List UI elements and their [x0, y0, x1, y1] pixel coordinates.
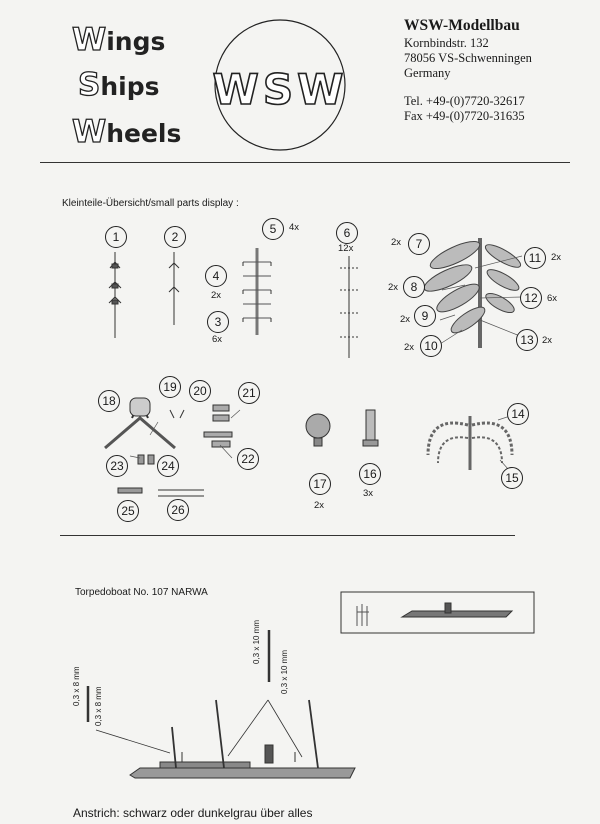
part-number: 22 — [237, 448, 259, 470]
part-number: 25 — [117, 500, 139, 522]
logo-rest: hips — [100, 72, 160, 101]
leader-lines — [130, 256, 522, 470]
part-1-drawing — [109, 252, 121, 338]
part-number: 19 — [159, 376, 181, 398]
part-17-drawing — [306, 414, 330, 446]
logo-rest: ings — [106, 27, 166, 56]
part-19-20-drawing — [170, 410, 184, 418]
part-number: 1 — [105, 226, 127, 248]
logo-initial: W — [72, 22, 107, 58]
company-city: 78056 VS-Schwenningen — [404, 51, 532, 65]
parts-7-13-drawing — [421, 236, 523, 348]
part-2-drawing — [169, 252, 179, 325]
part-number: 24 — [157, 455, 179, 477]
parts-21-22-drawing — [204, 405, 232, 447]
part-number: 13 — [516, 329, 538, 351]
company-country: Germany — [404, 66, 451, 80]
part-number: 9 — [414, 305, 436, 327]
dimension-label: 0,3 x 8 mm — [94, 686, 103, 726]
part-number: 26 — [167, 499, 189, 521]
part-qty: 6x — [212, 334, 223, 345]
part-qty: 4x — [289, 222, 300, 233]
parts-divider — [60, 535, 515, 536]
part-number: 18 — [98, 390, 120, 412]
part-qty: 2x — [211, 290, 222, 301]
part-number: 16 — [359, 463, 381, 485]
part-25-drawing — [118, 488, 142, 493]
part-qty: 6x — [547, 293, 558, 304]
part-qty: 2x — [391, 237, 402, 248]
part-number: 4 — [205, 265, 227, 287]
part-number: 2 — [164, 226, 186, 248]
part-qty: 2x — [404, 342, 415, 353]
dimension-label: 0,3 x 10 mm — [252, 619, 261, 664]
part-qty: 2x — [551, 252, 562, 263]
part-number: 20 — [189, 380, 211, 402]
part-number: 10 — [420, 335, 442, 357]
part-number: 5 — [262, 218, 284, 240]
ship-title: Torpedoboat No. 107 NARWA — [75, 587, 208, 598]
part-qty: 12x — [338, 243, 354, 254]
part-number: 12 — [520, 287, 542, 309]
part-number: 11 — [524, 247, 546, 269]
part-number: 21 — [238, 382, 260, 404]
part-number: 15 — [501, 467, 523, 489]
company-fax: Fax +49-(0)7720-31635 — [404, 109, 525, 123]
part-16-drawing — [363, 410, 378, 446]
part-number: 23 — [106, 455, 128, 477]
paint-note: Anstrich: schwarz oder dunkelgrau über alles — [73, 806, 313, 820]
parts-title: Kleinteile-Übersicht/small parts display : — [62, 198, 239, 209]
part-number: 6 — [336, 222, 358, 244]
dimension-label: 0,3 x 8 mm — [72, 666, 81, 706]
logo-initial: W — [72, 114, 107, 150]
part-number: 7 — [408, 233, 430, 255]
company-name: WSW-Modellbau — [404, 17, 520, 34]
ship-hull — [130, 768, 355, 778]
part-qty: 2x — [542, 335, 553, 346]
part-number: 17 — [309, 473, 331, 495]
dimension-label: 0,3 x 10 mm — [280, 649, 289, 694]
logo-line-wheels — [72, 114, 181, 150]
inset-box — [341, 592, 534, 633]
seal-text: WSW — [212, 65, 348, 114]
part-6-drawing — [340, 256, 358, 358]
logo-line-ships — [78, 67, 159, 103]
company-street: Kornbindstr. 132 — [404, 36, 489, 50]
part-qty: 2x — [314, 500, 325, 511]
part-number: 3 — [207, 311, 229, 333]
header-divider — [40, 162, 570, 163]
part-qty: 3x — [363, 488, 374, 499]
logo-line-wings — [72, 22, 165, 58]
company-phone: Tel. +49-(0)7720-32617 — [404, 94, 525, 108]
part-number: 14 — [507, 403, 529, 425]
logo-rest: heels — [106, 119, 182, 148]
part-qty: 2x — [400, 314, 411, 325]
company-block — [404, 18, 532, 124]
part-5-drawing — [243, 248, 271, 335]
part-26-drawing — [158, 490, 204, 496]
part-qty: 2x — [388, 282, 399, 293]
logo-initial: S — [78, 67, 101, 103]
part-number: 8 — [403, 276, 425, 298]
parts-23-24-drawing — [138, 455, 154, 464]
parts-14-15-drawing — [428, 416, 512, 470]
